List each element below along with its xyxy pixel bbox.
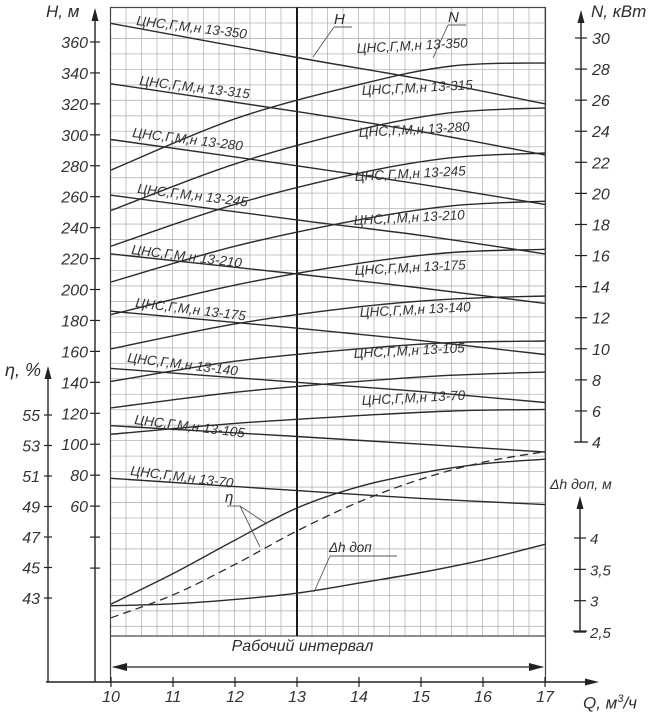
q-tick-17: 17: [536, 689, 554, 706]
q-tick-12: 12: [226, 689, 244, 706]
curve-label-n-13-210: ЦНС,Г,М,н 13-210: [353, 207, 466, 228]
n-tick-18: 18: [592, 217, 610, 235]
h-tick-80: 80: [70, 468, 88, 486]
curve-label-h-13-280: ЦНС,Г,М,н 13-280: [131, 125, 244, 154]
n-tick-30: 30: [592, 31, 610, 48]
eta-tick-53: 53: [22, 438, 40, 456]
q-tick-13: 13: [288, 689, 306, 706]
q-tick-14: 14: [350, 689, 368, 706]
h-tick-280: 280: [61, 158, 88, 176]
curve-label-h-13-175: ЦНС,Г,М,н 13-175: [134, 295, 247, 324]
n-tick-6: 6: [592, 403, 601, 421]
curve-label-n-13-280: ЦНС,Г,М,н 13-280: [358, 119, 471, 140]
eta-curve-marker: η: [225, 489, 234, 506]
eta-tick-47: 47: [22, 530, 40, 547]
pump-curves: [111, 23, 545, 617]
n-curve-13-105: [111, 372, 545, 408]
curve-label-n-13-105: ЦНС,Г,М,н 13-105: [353, 340, 466, 361]
q-axis-label: [583, 694, 637, 712]
curve-label-n-13-245: ЦНС,Г,М,н 13-245: [354, 163, 467, 184]
n-curve-13-245: [111, 201, 545, 282]
curve-label-h-13-105: ЦНС,Г,М,н 13-105: [133, 412, 246, 441]
n-tick-8: 8: [592, 372, 601, 390]
curve-label-h-13-315: ЦНС,Г,М,н 13-315: [138, 73, 251, 102]
curve-label-n-13-350: ЦНС,Г,М,н 13-350: [356, 35, 469, 56]
h-tick-300: 300: [61, 127, 88, 145]
plot-frame: [111, 8, 546, 683]
q-tick-16: 16: [474, 689, 492, 706]
q-tick-10: 10: [102, 689, 120, 706]
h-tick-60: 60: [70, 499, 88, 517]
curve-label-n-13-140: ЦНС,Г,М,н 13-140: [359, 299, 472, 320]
h-tick-160: 160: [61, 344, 88, 362]
h-tick-360: 360: [61, 35, 88, 52]
dh-curve-marker: Δh доп: [329, 540, 372, 555]
q-axis-label-sup: 3: [617, 693, 624, 705]
h-tick-340: 340: [61, 65, 88, 83]
h-curve-marker: H: [334, 11, 345, 28]
h-tick-180: 180: [61, 313, 88, 331]
n-tick-20: 20: [592, 186, 610, 204]
h-tick-240: 240: [61, 220, 88, 238]
dh-tick-3: 3: [590, 593, 599, 611]
n-tick-26: 26: [592, 93, 610, 111]
curve-label-n-13-315: ЦНС,Г,М,н 13-315: [361, 77, 474, 98]
dh-tick-4: 4: [590, 531, 599, 548]
dh-tick-2,5: 2,5: [590, 625, 611, 643]
eta-tick-45: 45: [22, 560, 40, 578]
curve-label-n-13-70: ЦНС,Г,М,н 13-70: [361, 387, 466, 408]
curve-label-h-13-70: ЦНС,Г,М,н 13-70: [129, 463, 235, 491]
n-axis-label: N, кВт: [591, 2, 647, 21]
h-tick-260: 260: [61, 189, 88, 207]
n-tick-10: 10: [592, 341, 610, 359]
dh-axis-label: Δh доп, м: [550, 476, 612, 492]
eta-axis-label: η, %: [5, 360, 41, 380]
n-tick-4: 4: [592, 435, 601, 453]
h-tick-220: 220: [61, 251, 88, 269]
eta-tick-55: 55: [22, 408, 40, 425]
grid: [111, 8, 546, 637]
working-range-arrow: [112, 663, 544, 671]
eta-tick-43: 43: [22, 591, 40, 608]
n-curve-marker: N: [448, 9, 459, 26]
curve-label-n-13-175: ЦНС,Г,М,н 13-175: [354, 257, 467, 278]
q-axis-label-suffix: /ч: [623, 693, 637, 713]
h-tick-200: 200: [61, 282, 88, 300]
n-tick-16: 16: [592, 248, 610, 266]
curve-label-h-13-245: ЦНС,Г,М,н 13-245: [136, 181, 249, 210]
q-axis-label-prefix: Q, м: [583, 693, 618, 713]
curve-label-h-13-350: ЦНС,Г,М,н 13-350: [135, 13, 248, 42]
dh-tick-3,5: 3,5: [590, 562, 611, 580]
curve-label-h-13-140: ЦНС,Г,М,н 13-140: [126, 350, 239, 379]
eta-tick-51: 51: [22, 469, 40, 486]
curve-label-h-13-210: ЦНС,Г,М,н 13-210: [130, 242, 243, 271]
h-axis-label: H, м: [46, 2, 80, 21]
working-range-label: Рабочий интервал: [231, 638, 374, 655]
n-tick-12: 12: [592, 310, 610, 328]
eta-tick-49: 49: [22, 499, 40, 517]
h-tick-100: 100: [61, 437, 88, 455]
q-tick-15: 15: [412, 689, 430, 706]
h-tick-120: 120: [61, 406, 88, 424]
n-tick-14: 14: [592, 279, 610, 297]
n-tick-22: 22: [592, 155, 610, 173]
n-tick-24: 24: [592, 124, 610, 142]
q-tick-11: 11: [164, 689, 182, 706]
h-tick-140: 140: [61, 375, 88, 393]
dh-curve: [111, 544, 545, 605]
n-tick-28: 28: [592, 62, 610, 80]
h-tick-320: 320: [61, 96, 88, 114]
